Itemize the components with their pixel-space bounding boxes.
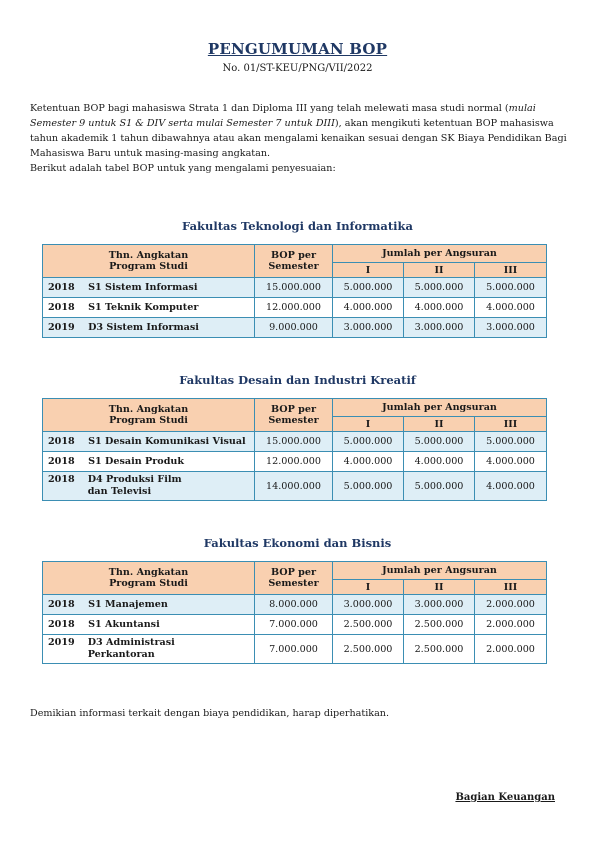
header-jumlah: Jumlah per Angsuran	[333, 245, 547, 263]
bop-table-fdik	[42, 398, 547, 501]
document-number: No. 01/ST-KEU/PNG/VII/2022	[222, 63, 373, 74]
bop-cell: 9.000.000	[255, 318, 333, 338]
installment-ii-cell: 5.000.000	[404, 472, 475, 501]
closing-text: Demikian informasi terkait dengan biaya pendidikan, harap diperhatikan.	[30, 708, 390, 719]
bop-cell: 7.000.000	[255, 635, 333, 664]
table-row	[43, 615, 547, 635]
document-title: PENGUMUMAN BOP	[207, 40, 388, 58]
installment-iii-cell: 4.000.000	[475, 472, 547, 501]
header-ii: II	[404, 263, 475, 278]
section-title-feb: Fakultas Ekonomi dan Bisnis	[203, 536, 392, 550]
program-cell: 2018 S1 Akuntansi	[43, 615, 255, 635]
bop-table-feb	[42, 561, 547, 664]
header-jumlah: Jumlah per Angsuran	[333, 399, 547, 417]
intro-line2: Berikut adalah tabel BOP untuk yang mengalami penyesuaian:	[30, 163, 336, 174]
bop-cell: 14.000.000	[255, 472, 333, 501]
program-cell: 2018 S1 Sistem Informasi	[43, 278, 255, 298]
program-cell: 2018 S1 Manajemen	[43, 595, 255, 615]
intro-part2: ), akan mengikuti ketentuan BOP mahasiswa tahun akademik 1 tahun dibawahnya atau akan mengalami kenaikan sesuai dengan SK Biaya Pendidikan Bagi Mahasiswa Baru untuk masing-masing angkatan.	[30, 118, 567, 159]
header-angkatan: Thn. Angkatan Program Studi	[43, 562, 255, 595]
installment-i-cell: 2.500.000	[333, 635, 404, 664]
installment-i-cell: 4.000.000	[333, 452, 404, 472]
program-cell: 2018 S1 Teknik Komputer	[43, 298, 255, 318]
bop-cell: 15.000.000	[255, 278, 333, 298]
header-i: I	[333, 417, 404, 432]
program-cell: 2019 D3 Administrasi Perkantoran	[43, 635, 255, 664]
intro-italic: mulai Semester 9 untuk S1 & DIV serta mulai Semester 7 untuk DIII	[30, 103, 536, 129]
program-cell: 2018 S1 Desain Komunikasi Visual	[43, 432, 255, 452]
installment-ii-cell: 3.000.000	[404, 318, 475, 338]
header-jumlah: Jumlah per Angsuran	[333, 562, 547, 580]
section-title-fdik: Fakultas Desain dan Industri Kreatif	[179, 373, 416, 387]
table-row	[43, 318, 547, 338]
installment-i-cell: 3.000.000	[333, 595, 404, 615]
header-bop: BOP per Semester	[255, 399, 333, 432]
installment-i-cell: 3.000.000	[333, 318, 404, 338]
header-i: I	[333, 580, 404, 595]
installment-i-cell: 4.000.000	[333, 298, 404, 318]
installment-ii-cell: 5.000.000	[404, 278, 475, 298]
section-title-fti: Fakultas Teknologi dan Informatika	[182, 219, 413, 233]
installment-ii-cell: 2.500.000	[404, 635, 475, 664]
installment-iii-cell: 2.000.000	[475, 615, 547, 635]
installment-i-cell: 2.500.000	[333, 615, 404, 635]
table-row	[43, 432, 547, 452]
installment-iii-cell: 2.000.000	[475, 635, 547, 664]
installment-ii-cell: 3.000.000	[404, 595, 475, 615]
table-row	[43, 635, 547, 664]
header-bop: BOP per Semester	[255, 245, 333, 278]
installment-iii-cell: 3.000.000	[475, 318, 547, 338]
installment-i-cell: 5.000.000	[333, 472, 404, 501]
header-bop: BOP per Semester	[255, 562, 333, 595]
bop-table-fti	[42, 244, 547, 338]
bop-cell: 12.000.000	[255, 298, 333, 318]
header-iii: III	[475, 263, 547, 278]
installment-i-cell: 5.000.000	[333, 432, 404, 452]
intro-part1: Ketentuan BOP bagi mahasiswa Strata 1 dan Diploma III yang telah melewati masa studi normal (	[30, 103, 509, 114]
table-row	[43, 452, 547, 472]
table-row	[43, 472, 547, 501]
installment-iii-cell: 2.000.000	[475, 595, 547, 615]
header-ii: II	[404, 417, 475, 432]
table-row	[43, 595, 547, 615]
program-cell: 2019 D3 Sistem Informasi	[43, 318, 255, 338]
table-row	[43, 298, 547, 318]
header-ii: II	[404, 580, 475, 595]
intro-paragraph	[30, 101, 570, 176]
installment-ii-cell: 4.000.000	[404, 452, 475, 472]
installment-i-cell: 5.000.000	[333, 278, 404, 298]
intro-text	[30, 101, 570, 161]
header-i: I	[333, 263, 404, 278]
bop-cell: 7.000.000	[255, 615, 333, 635]
installment-iii-cell: 4.000.000	[475, 452, 547, 472]
installment-ii-cell: 4.000.000	[404, 298, 475, 318]
installment-ii-cell: 5.000.000	[404, 432, 475, 452]
header-iii: III	[475, 580, 547, 595]
bop-cell: 12.000.000	[255, 452, 333, 472]
bop-cell: 8.000.000	[255, 595, 333, 615]
bop-cell: 15.000.000	[255, 432, 333, 452]
program-cell: 2018 S1 Desain Produk	[43, 452, 255, 472]
installment-iii-cell: 5.000.000	[475, 278, 547, 298]
installment-ii-cell: 2.500.000	[404, 615, 475, 635]
header-iii: III	[475, 417, 547, 432]
installment-iii-cell: 5.000.000	[475, 432, 547, 452]
program-cell: 2018 D4 Produksi Film dan Televisi	[43, 472, 255, 501]
table-row	[43, 278, 547, 298]
installment-iii-cell: 4.000.000	[475, 298, 547, 318]
header-angkatan: Thn. Angkatan Program Studi	[43, 399, 255, 432]
header-angkatan: Thn. Angkatan Program Studi	[43, 245, 255, 278]
signature: Bagian Keuangan	[455, 792, 555, 803]
